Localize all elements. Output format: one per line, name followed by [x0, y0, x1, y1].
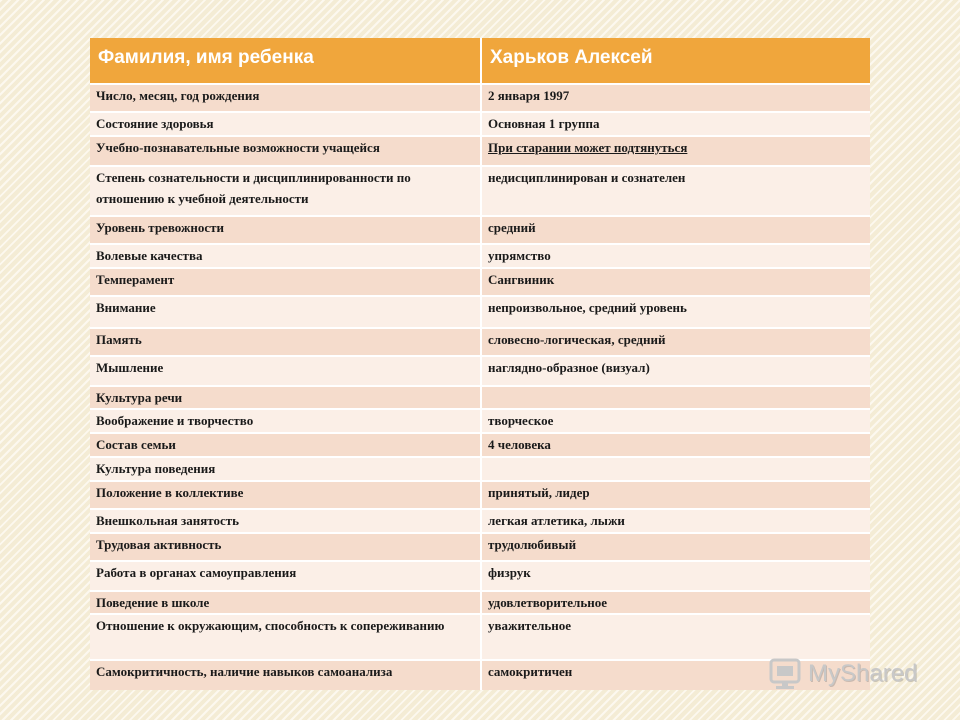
table-row [90, 386, 870, 409]
row-label: Поведение в школе [90, 591, 481, 614]
table-row [90, 533, 870, 561]
row-value: легкая атлетика, лыжи [481, 509, 870, 533]
row-label: Трудовая активность [90, 533, 481, 561]
row-label: Учебно-познавательные возможности учащейся [90, 136, 481, 166]
row-value: физрук [481, 561, 870, 591]
table-row [90, 268, 870, 296]
row-label: Темперамент [90, 268, 481, 296]
table-row [90, 660, 870, 690]
row-value [481, 457, 870, 481]
row-value [481, 386, 870, 409]
row-label: Культура поведения [90, 457, 481, 481]
row-label: Состав семьи [90, 433, 481, 457]
row-value: самокритичен [481, 660, 870, 690]
row-value: наглядно-образное (визуал) [481, 356, 870, 386]
row-label: Мышление [90, 356, 481, 386]
row-value: недисциплинирован и сознателен [481, 166, 870, 216]
row-label: Внимание [90, 296, 481, 328]
row-value: удовлетворительное [481, 591, 870, 614]
row-value: принятый, лидер [481, 481, 870, 509]
table-row [90, 136, 870, 166]
row-value: 4 человека [481, 433, 870, 457]
row-value: При старании может подтянуться [481, 136, 870, 166]
table-row [90, 328, 870, 356]
myshared-watermark [768, 656, 917, 692]
row-label: Уровень тревожности [90, 216, 481, 244]
table-row [90, 244, 870, 268]
row-value: уважительное [481, 614, 870, 660]
row-value: творческое [481, 409, 870, 433]
header-value: Харьков Алексей [481, 38, 870, 84]
row-value: средний [481, 216, 870, 244]
row-label: Состояние здоровья [90, 112, 481, 136]
table-row [90, 614, 870, 660]
row-label: Волевые качества [90, 244, 481, 268]
table-row [90, 591, 870, 614]
table-row [90, 509, 870, 533]
row-label: Отношение к окружающим, способность к сопереживанию [90, 614, 481, 660]
row-label: Воображение и творчество [90, 409, 481, 433]
table-row [90, 166, 870, 216]
table-row [90, 561, 870, 591]
row-value: упрямство [481, 244, 870, 268]
table-row [90, 481, 870, 509]
row-value: Основная 1 группа [481, 112, 870, 136]
row-label: Память [90, 328, 481, 356]
row-value: словесно-логическая, средний [481, 328, 870, 356]
table-row [90, 356, 870, 386]
table-row [90, 296, 870, 328]
table-row [90, 84, 870, 112]
child-profile-table [90, 38, 870, 690]
watermark-text: MyShared [808, 660, 918, 687]
row-label: Самокритичность, наличие навыков самоанализа [90, 660, 481, 690]
row-value: трудолюбивый [481, 533, 870, 561]
table-row [90, 409, 870, 433]
table-row [90, 457, 870, 481]
myshared-logo-icon [768, 657, 802, 691]
row-label: Положение в коллективе [90, 481, 481, 509]
row-label: Работа в органах самоуправления [90, 561, 481, 591]
row-value: 2 января 1997 [481, 84, 870, 112]
row-label: Культура речи [90, 386, 481, 409]
header-label: Фамилия, имя ребенка [90, 38, 481, 84]
row-value: непроизвольное, средний уровень [481, 296, 870, 328]
table-row [90, 433, 870, 457]
row-label: Внешкольная занятость [90, 509, 481, 533]
table-row [90, 216, 870, 244]
table-row [90, 112, 870, 136]
row-label: Число, месяц, год рождения [90, 84, 481, 112]
row-label: Степень сознательности и дисциплинированности по отношению к учебной деятельности [90, 166, 481, 216]
table-header-row [90, 38, 870, 84]
row-value: Сангвиник [481, 268, 870, 296]
